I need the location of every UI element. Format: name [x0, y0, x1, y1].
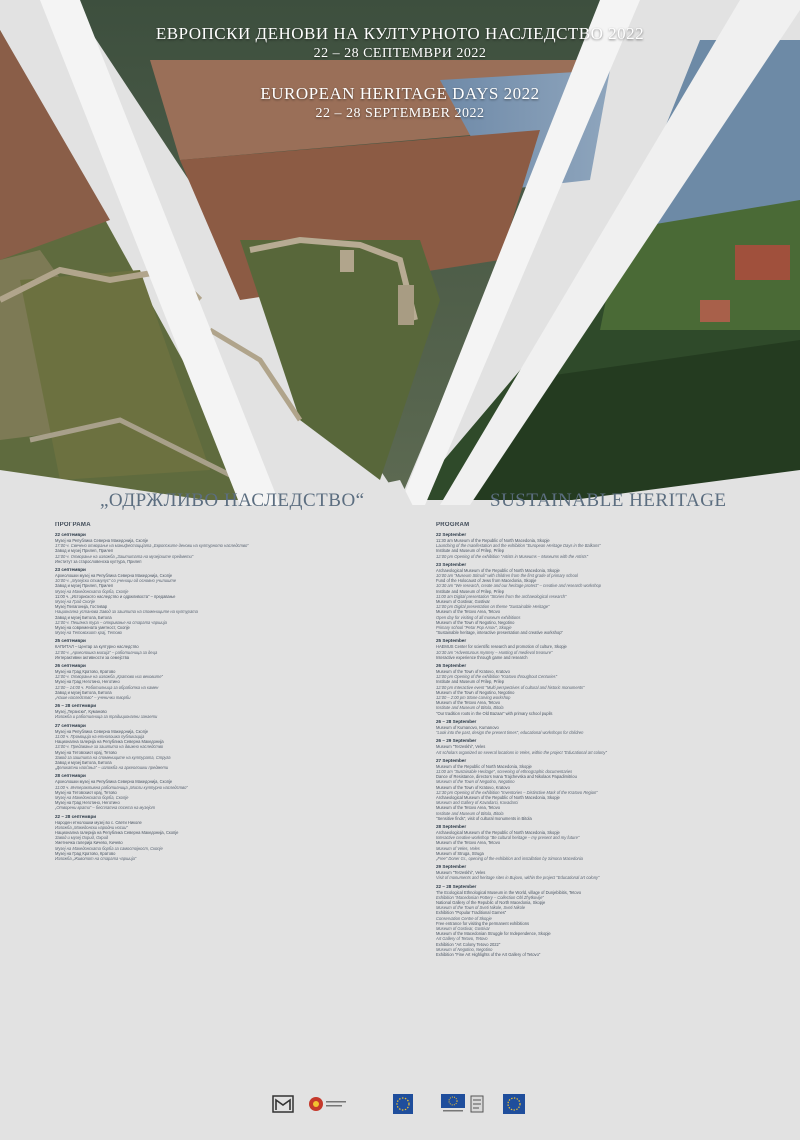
program-day: [436, 638, 771, 660]
program-line: Free entrance for visiting the permanent exhibitions: [436, 920, 530, 926]
program-line: Музеј на Град Неготино, Неготино: [55, 679, 120, 685]
program-line: Museum of the Town of Kratovo, Kratovo: [436, 669, 510, 675]
program-line: Institute and Museum of Prilep, Prilep: [436, 588, 505, 594]
program-column-en: [436, 522, 771, 1082]
program-line: Exhibition "Macedonian Pottery – Collection Obl Zhytkovije": [436, 894, 544, 900]
section-title-en: SUSTAINABLE HERITAGE: [490, 490, 727, 511]
program-date: 22 септември: [55, 532, 86, 537]
section-title-mk: „ОДРЖЛИВО НАСЛЕДСТВО“: [100, 490, 365, 511]
program-date: 26 септември: [55, 663, 86, 669]
program-date: 29 September: [436, 864, 467, 870]
program-line: Fund of the Holocaust of Jews from Macedonia, Skopje: [436, 578, 537, 584]
program-day: [55, 723, 390, 771]
program-line: Завод и музеј Прилеп, Прилеп: [55, 583, 114, 589]
program-day: [55, 663, 390, 700]
program-line: Институт за старословенска култура, Прилеп: [55, 558, 142, 564]
program-day: [436, 719, 771, 735]
program-line: Museum of the Republic of North Macedonia, Skopje: [436, 763, 532, 769]
program-line: Археолошки музеј на Република Северна Македонија, Скопје: [55, 573, 173, 579]
program-label-mk: ПРОГРАМА: [55, 522, 91, 528]
program-line: Dance of Resistance, directors Ivana Trajchevska and Nikolaos Papadimitriou: [436, 774, 577, 780]
program-line: Музеј на Тетовскиот крај, Тетово: [55, 749, 117, 755]
program-line: 10:00 ч. „Музејски стимулус“ со ученици од основно училиште: [55, 578, 177, 584]
program-line: Institute and Museum of Bitola, Bitola: [436, 705, 504, 711]
program-line: Музеј на Тетовскиот крај, Тетово: [55, 789, 117, 795]
program-line: Завод за заштита на спомениците на културата, Струга: [55, 754, 171, 760]
program-day: [436, 738, 771, 754]
program-line: 11:00 ч. Интерактивна работилница „Мисли културно наследство“: [55, 784, 188, 790]
program-line: Завод и музеј Прилеп, Прилеп: [55, 548, 114, 554]
program-line: Museum "Terzeskhi", Veles: [436, 744, 486, 750]
program-date: 22 September: [436, 532, 467, 537]
program-line: Archaeological Museum of the Republic of North Macedonia, Skopje: [436, 829, 560, 835]
program-date: 28 September: [436, 823, 467, 829]
program-line: Музеј на Тетовскиот крај, Тетово: [55, 630, 122, 636]
header-dates-en: 22 – 28 SEPTEMBER 2022: [315, 106, 485, 121]
program-line: „Free" Doner Gr., opening of the exhibition and installation by Simona Macedonia: [436, 855, 583, 861]
program-line: 12:00 pm Digital presentation on theme "Sustainable Heritage": [436, 604, 550, 610]
program-line: Завод и музеј Битола, Битола: [55, 759, 112, 765]
program-day: [55, 773, 390, 810]
program-line: 12:30 pm Opening of the exhibition "Inventories – Distinctive Mark of the Kratovo Region": [436, 789, 598, 795]
ministry-of-culture-logo: [272, 1094, 294, 1114]
program-line: 12:00 ч. Отворање на изложба „Кратово низ вековите“: [55, 674, 163, 680]
program-line: Museum of the Tetovo Area, Tetovo: [436, 805, 501, 811]
program-date: 23 септември: [55, 567, 86, 573]
program-line: Музеј на Македонската борба, Скопје: [55, 588, 129, 594]
program-line: Institute and Museum of Prilep, Prilep: [436, 679, 505, 685]
program-line: "Sensitive finds", visit of cultural monuments in Bitola: [436, 815, 532, 821]
program-line: Archaeological Museum of the Republic of North Macedonia, Skopje: [436, 567, 560, 573]
program-line: National Gallery of the Republic of North Macedonia, Skopje: [436, 899, 546, 905]
program-column-mk: [55, 522, 390, 1082]
program-line: Изложба и работилница за традиционални занаети: [55, 714, 158, 720]
program-date: 25 September: [436, 638, 467, 644]
program-line: 12:00 – 14:00 ч. Работилница за обработка на камен: [55, 684, 159, 690]
program-date: 22 – 28 септември: [55, 813, 97, 819]
program-line: Завод и музеј Битола, Битола: [55, 689, 112, 695]
program-line: 17:00 ч. Свечено отворање на манифестацијата „Европските денови на културното наследство“: [55, 543, 249, 549]
program-line: 10:30 am "Adventurous mystery – Hunting of medieval treasure": [436, 649, 553, 655]
program-line: „Отворени врати“ – бесплатна посета на музејот: [55, 805, 156, 811]
program-line: Archaeological Museum of the Republic of North Macedonia, Skopje: [436, 794, 560, 800]
european-heritage-days-logo: [470, 1094, 484, 1114]
program-date: 28 септември: [55, 773, 86, 779]
program-line: Interactive experience through game and research: [436, 654, 528, 660]
program-line: Museum of the Town of Sveti Nikole, Sveti Nikole: [436, 905, 526, 911]
european-union-logo: [441, 1094, 465, 1114]
program-line: Museum of the Macedonian Struggle for Independence, Skopje: [436, 931, 551, 937]
program-date: 26 September: [436, 663, 467, 669]
program-line: "Our tradition roots in the Old Bazaar" with primary school pupils: [436, 710, 553, 716]
program-label-en: PROGRAM: [436, 522, 470, 528]
program-line: 11:00 am Digital presentation "Stories from the archaeological research": [436, 593, 567, 599]
header-title-en: EUROPEAN HERITAGE DAYS 2022: [260, 84, 540, 103]
program-day: [55, 532, 390, 564]
program-line: КАПИТАЛ – Центар за културно наследство: [55, 644, 139, 650]
program-line: Institute and Museum of Bitola, Bitola: [436, 810, 504, 816]
program-line: Museum of Gostivar, Gostivar: [436, 599, 490, 605]
program-day: [436, 532, 771, 559]
program-line: Art Gallery of Tetovo, Tetovo: [436, 936, 488, 942]
program-day: [436, 758, 771, 821]
program-day: [55, 814, 390, 862]
program-date: 27 септември: [55, 722, 86, 728]
council-of-europe-stars-logo: [503, 1094, 525, 1114]
program-line: Музеј на Република Северна Македонија, Скопје: [55, 728, 149, 734]
sponsor-logos: [0, 1094, 800, 1116]
program-day: [436, 864, 771, 880]
program-line: Museum of Struga, Struga: [436, 850, 484, 856]
program-line: Museum of Veles, Veles: [436, 845, 480, 851]
program-line: 12:00 ч. Отворање на изложба „Заштитата на музејските предмети“: [55, 553, 194, 559]
program-line: Национална галерија на Република Северна Македонија: [55, 739, 164, 745]
program-line: Museum of the Town of Kratovo, Kratovo: [436, 784, 510, 790]
program-day: [436, 884, 771, 958]
program-line: Национална галерија на Република Северна Македонија, Скопје: [55, 829, 179, 835]
program-line: "Sustainable heritage, interactive presentation and creative workshop": [436, 630, 563, 636]
program-date: 22 – 28 September: [436, 883, 477, 889]
program-line: 12:00 pm Opening of the exhibition "Artists in Museums – Museums with the Artists": [436, 553, 589, 559]
program-days-mk: [55, 532, 390, 861]
program-line: 12:00 pm Opening of the exhibition "Kratovo throughout Centuries": [436, 674, 558, 680]
program-day: [55, 638, 390, 660]
program-line: Музеј на Град Неготино, Неготино: [55, 800, 120, 806]
program-line: „Наше наследство“ – ученички творби: [55, 695, 131, 701]
program-line: Народен етнолошки музеј во с. Свети Николе: [55, 819, 142, 825]
program-line: Museum of Negotino, Negotino: [436, 946, 493, 952]
program-line: Музеј на современата уметност, Скопје: [55, 625, 130, 631]
program-line: 11:00 ч. „Историското наследство и одржливоста“ – предавање: [55, 593, 176, 599]
program-line: Museum of Kumanovo, Kumanovo: [436, 724, 499, 730]
program-line: "Look into the past, design the present times", educational workshops for children: [436, 730, 584, 736]
heritage-photo-collage: [0, 0, 800, 520]
program-line: Exhibition "Fine Art Highlights of the Art Gallery of Tetovo": [436, 952, 541, 957]
program-line: Музеј на Град Скопје: [55, 599, 95, 605]
program-line: Уметничка галерија Кичево, Кичево: [55, 840, 123, 846]
program-line: Museum of the Town of Negotino, Negotino: [436, 689, 515, 695]
program-line: Primary school "Petar Pop Arsov", Skopje: [436, 625, 512, 631]
program-line: Exhibition "Art Colony Tetovo 2022": [436, 941, 501, 947]
program-line: Museum of the Tetovo Area, Tetovo: [436, 609, 501, 615]
program-line: 12:00 ч. „Археолошка мисија“ – работилница за деца: [55, 649, 158, 655]
program-line: 10:30 am "We research, create and our heritage protect" – creative and research workshop: [436, 583, 602, 589]
program-line: Изложба „Македонски народни носии“: [55, 824, 128, 830]
program-line: Museum of Gostivar, Gostivar: [436, 925, 490, 931]
program-day: [55, 703, 390, 719]
program-date: 23 September: [436, 561, 467, 567]
program-line: Музеј на Македонската борба за самостојност, Скопје: [55, 845, 163, 851]
program-line: Музеј на Град Кратово, Кратово: [55, 669, 116, 675]
program-line: 12:00 pm Interactive event "Multi perspectives of cultural and historic monuments": [436, 684, 585, 690]
program-line: 10:00 am "Museum Stimuli" with children from the first grade of primary school: [436, 573, 578, 579]
program-line: Музеј „Терзиски“, Куманово: [55, 709, 107, 715]
program-date: 26 – 28 септември: [55, 703, 97, 709]
program-line: Museum "Terzeskhi", Veles: [436, 870, 486, 876]
program-line: Visit of monuments and heritage sites in Bujovo, within the project "Educational art colony": [436, 875, 600, 881]
program-line: Изложба „Животот на старата чаршија“: [55, 855, 137, 861]
header-title-mk: ЕВРОПСКИ ДЕНОВИ НА КУЛТУРНОТО НАСЛЕДСТВО 2022: [155, 24, 645, 43]
council-of-europe-logo: [393, 1094, 413, 1114]
program-line: Institute and Museum of Prilep, Prilep: [436, 548, 505, 554]
program-line: Museum of the Town of Negotino, Negotino: [436, 779, 515, 785]
program-line: Launching of the manifestation and the exhibition "European Heritage Days in the Balkans": [436, 543, 601, 549]
program-day: [436, 663, 771, 716]
program-line: Завод и музеј Битола, Битола: [55, 614, 112, 620]
program-line: 12:00 ч. Пешачка тура – откривање на старата чаршија: [55, 619, 167, 625]
program-date: 26 – 28 September: [436, 718, 477, 724]
program-days-en: [436, 532, 771, 957]
program-line: Музеј Пелагонија, Гостивар: [55, 604, 108, 610]
program-line: 13:00 ч. Предавање за заштита на движно наследство: [55, 744, 164, 750]
program-line: „Деликатни наоѓања“ – изложба на археолошки предмети: [55, 765, 169, 771]
program-line: Museum of the Tetovo Area, Tetovo: [436, 840, 501, 846]
program-line: 11:00 ч. Промоција на етнолошка публикација: [55, 733, 145, 739]
program-day: [436, 824, 771, 861]
program-line: Open day for visiting of all museum exhibitions: [436, 614, 521, 620]
program-day: [55, 567, 390, 635]
program-line: Conservation Centre of Skopje: [436, 915, 492, 921]
program-line: Археолошки музеј на Република Северна Македонија, Скопје: [55, 779, 173, 785]
program-line: 12:00 – 2:00 pm Stone carving workshop: [436, 695, 511, 701]
program-line: Museum of the Tetovo Area, Tetovo: [436, 700, 501, 706]
government-emblem-logo: [308, 1094, 348, 1114]
program-line: Завод и музеј Охрид, Охрид: [55, 835, 109, 841]
program-line: Музеј на Македонската борба, Скопје: [55, 794, 129, 800]
program-line: Интерактивни активности за семејства: [55, 654, 129, 660]
program-line: Национална установа Завод за заштита на спомениците на културата: [55, 609, 198, 615]
header-dates-mk: 22 – 28 СЕПТЕМВРИ 2022: [313, 46, 487, 61]
program-date: 25 септември: [55, 638, 86, 644]
program-line: Art scholars organized on several locations in Veles, within the project "Educational art colony": [436, 749, 607, 755]
program-line: Museum of the Town of Negotino, Negotino: [436, 619, 515, 625]
program-date: 26 – 29 September: [436, 738, 477, 744]
program-day: [436, 562, 771, 636]
program-line: Музеј на Град Кратово, Кратово: [55, 850, 116, 856]
program-line: Museum and Gallery of Kavadarci, Kavadarci: [436, 800, 519, 806]
program-date: 27 September: [436, 757, 467, 763]
program-line: 11:30 am Museum of the Republic of North Macedonia, Skopje: [436, 538, 550, 543]
program-line: HAEMUS Center for scientific research and promotion of culture, Skopje: [436, 644, 567, 650]
program-line: Interactive creative workshop "Be cultural heritage – my present and my future": [436, 835, 580, 841]
program-line: Exhibition "Popular Traditional Games": [436, 910, 507, 916]
program-line: The Ecological Ethnological Museum in the World, village of Dunjebibitis, Tetovo: [436, 889, 582, 895]
program-line: Музеј на Република Северна Македонија, Скопје: [55, 538, 149, 543]
program-line: 11:00 am "Sustainable Heritage", screening of ethnographic documentaries: [436, 768, 573, 774]
